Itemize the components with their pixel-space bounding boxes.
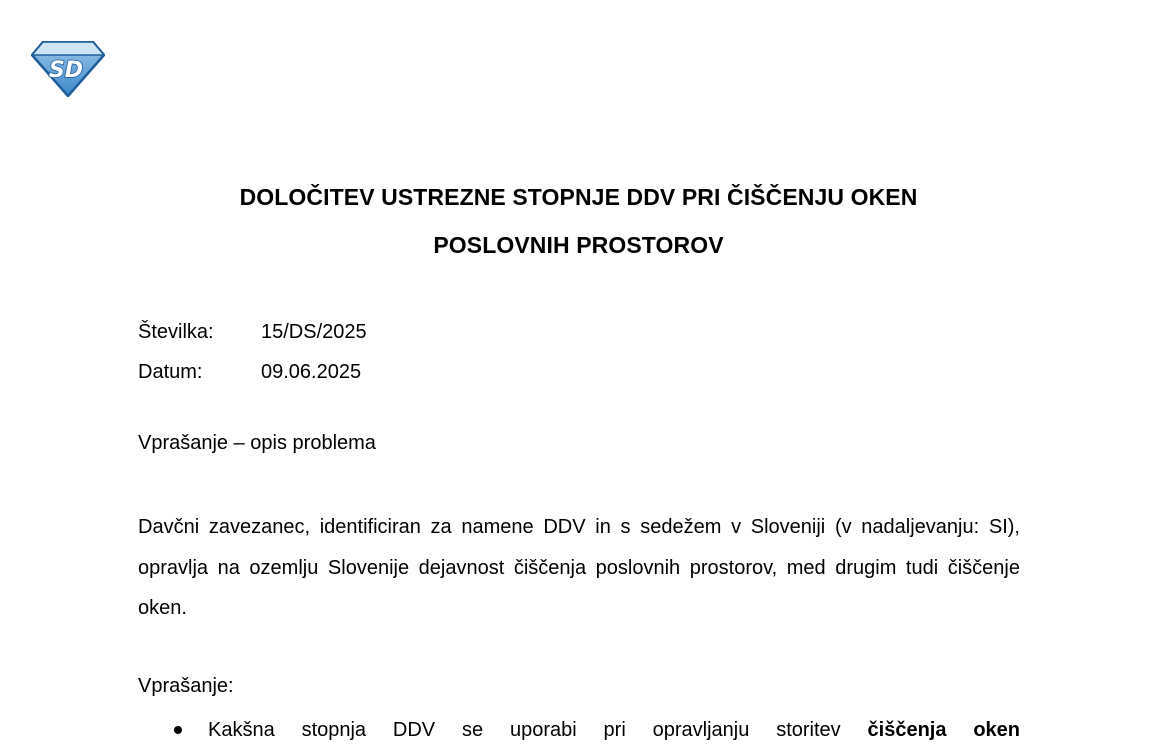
meta-date-label: Datum:: [138, 361, 203, 383]
meta-number-row: [138, 312, 367, 352]
question-list: [138, 710, 1020, 750]
section-heading-problem: Vprašanje – opis problema: [138, 432, 376, 454]
list-item-bold-text: čiščenja oken: [867, 719, 1020, 741]
bullet-icon: [174, 726, 182, 734]
document-meta: [138, 312, 367, 392]
meta-date-value: 09.06.2025: [261, 361, 362, 383]
document-title: [0, 173, 1157, 269]
title-line-2: POSLOVNIH PROSTOROV: [433, 232, 724, 258]
meta-date-row: [138, 352, 367, 392]
section-heading-question: Vprašanje:: [138, 675, 234, 697]
meta-number-value: 15/DS/2025: [261, 321, 367, 343]
list-item-text: Kakšna stopnja DDV se uporabi pri opravljanju storitev: [208, 719, 868, 741]
sd-diamond-logo-icon: [31, 41, 105, 97]
svg-text:SD: SD: [48, 58, 84, 83]
problem-paragraph: Davčni zavezanec, identificiran za namene DDV in s sedežem v Sloveniji (v nadaljevanju: SI), opravlja na ozemlju Slovenije dejavnost čiščenja poslovnih prostorov, med drugim tudi čiščenje oken.: [138, 516, 1020, 619]
logo: [31, 41, 105, 97]
meta-number-label: Številka:: [138, 321, 214, 343]
title-line-1: DOLOČITEV USTREZNE STOPNJE DDV PRI ČIŠČENJU OKEN: [239, 184, 918, 210]
list-item: [138, 710, 1020, 750]
